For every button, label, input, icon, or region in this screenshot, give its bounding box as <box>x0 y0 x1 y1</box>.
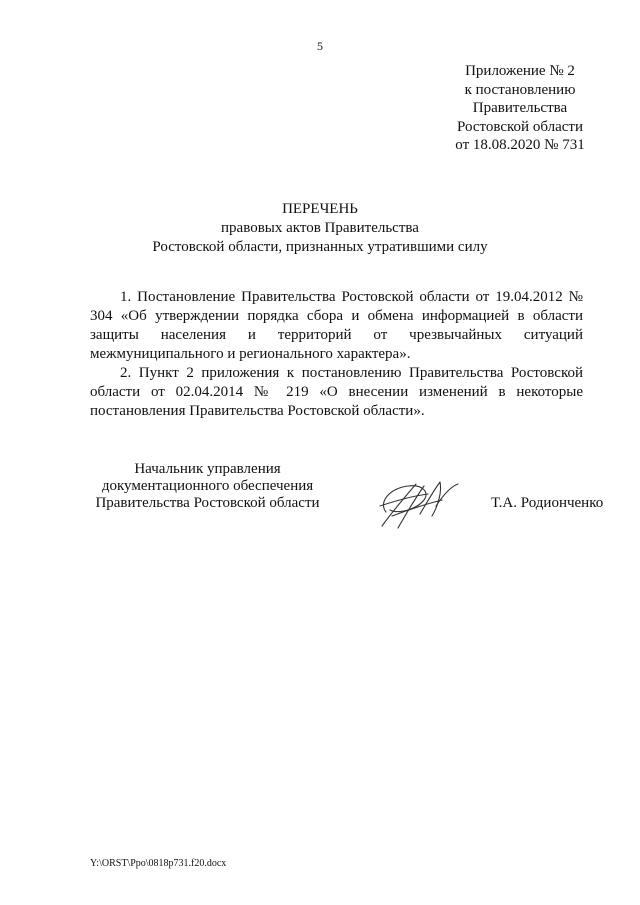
title-heading: ПЕРЕЧЕНЬ <box>282 201 358 217</box>
signatory-line-2: документационного обеспечения <box>101 478 314 494</box>
list-item: 1. Постановление Правительства Ростовской области от 19.04.2012 № 304 «Об утверждении порядка сбора и обмена информацией в области защиты населения и территорий от чрезвычайных ситуаций межмуниципального и регионального характера». <box>90 289 583 362</box>
signer-name: Т.А. Родионченко <box>491 495 604 511</box>
signatory-line-3: Правительства Ростовской области <box>95 495 320 511</box>
document-title <box>0 200 640 257</box>
file-path: Y:\ORST\Ppo\0818p731.f20.docx <box>90 858 227 869</box>
acts-list <box>90 288 583 421</box>
appendix-header <box>420 62 620 155</box>
title-subtitle-2: Ростовской области, признанных утратившими силу <box>152 239 488 255</box>
handwritten-signature <box>368 470 468 540</box>
page-number: 5 <box>317 39 323 53</box>
appendix-line-3: Правительства <box>472 100 568 116</box>
signatory-line-1: Начальник управления <box>134 461 281 477</box>
appendix-date: от 18.08.2020 № 731 <box>455 137 585 153</box>
appendix-line-4: Ростовской области <box>457 118 583 135</box>
list-item: 2. Пункт 2 приложения к постановлению Правительства Ростовской области от 02.04.2014 № 219 «О внесении изменений в некоторые постановления Правительства Ростовской области». <box>90 365 583 419</box>
signatory-position <box>85 461 330 512</box>
title-subtitle-1: правовых актов Правительства <box>221 220 419 236</box>
appendix-line-2: к постановлению <box>464 81 576 98</box>
appendix-number: Приложение № 2 <box>465 63 575 79</box>
